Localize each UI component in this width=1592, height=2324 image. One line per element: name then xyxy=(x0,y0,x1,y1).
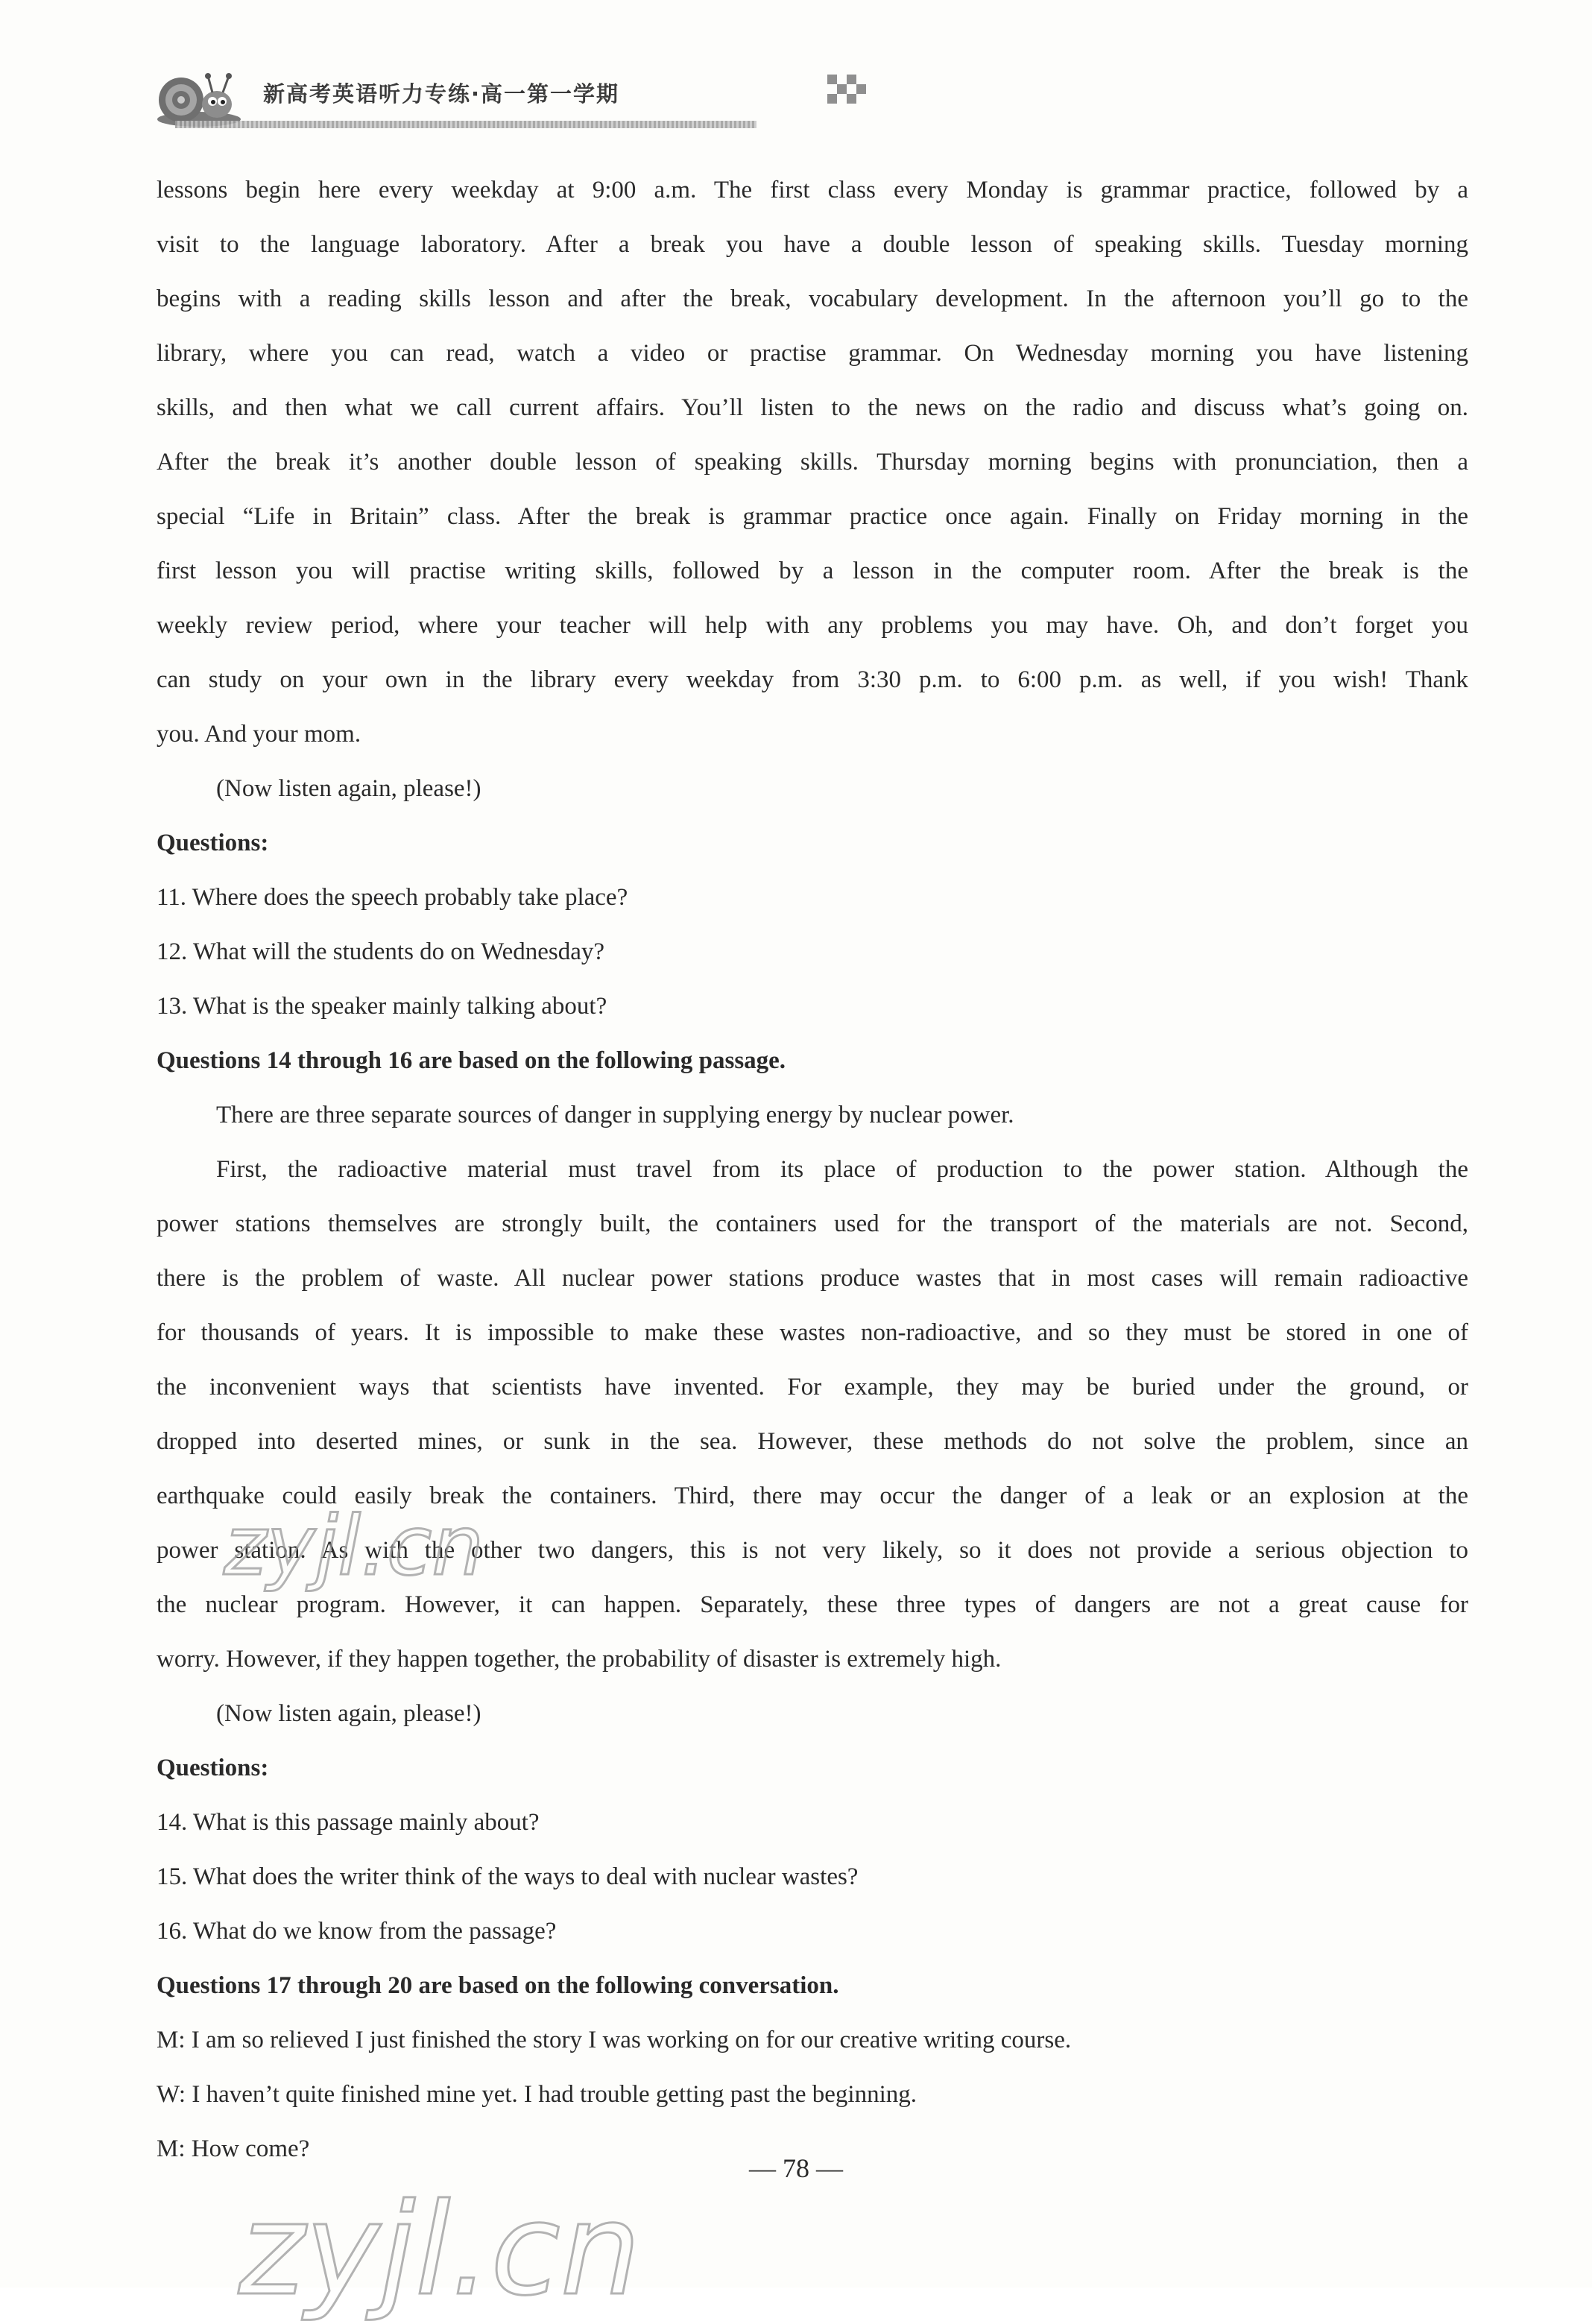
text-line: lessons begin here every weekday at 9:00 a.m. The first class every Monday is grammar practice, followed by a xyxy=(157,177,1468,203)
question-item: 15. What does the writer think of the ways to deal with nuclear wastes? xyxy=(157,1863,859,1890)
text-line: first lesson you will practise writing skills, followed by a lesson in the computer room. After the break is the xyxy=(157,558,1468,584)
dialogue-line: W: I haven’t quite finished mine yet. I had trouble getting past the beginning. xyxy=(157,2081,917,2108)
text-line: First, the radioactive material must travel from its place of production to the power station. Although the xyxy=(216,1156,1468,1183)
page-header xyxy=(153,66,764,133)
text-line: special “Life in Britain” class. After the break is grammar practice once again. Finally on Friday morning in the xyxy=(157,503,1468,530)
question-item: 14. What is this passage mainly about? xyxy=(157,1809,540,1836)
question-item: 16. What do we know from the passage? xyxy=(157,1918,557,1945)
text-line: power stations themselves are strongly built, the containers used for the transport of the materials are not. Second, xyxy=(157,1210,1468,1237)
text-line: dropped into deserted mines, or sunk in the sea. However, these methods do not solve the problem, since an xyxy=(157,1428,1468,1455)
questions-heading: Questions: xyxy=(157,1755,269,1781)
text-line: worry. However, if they happen together, the probability of disaster is extremely high. xyxy=(157,1646,1002,1673)
listen-again-note: (Now listen again, please!) xyxy=(216,1700,481,1727)
text-line: the inconvenient ways that scientists have invented. For example, they may be buried under the ground, or xyxy=(157,1374,1468,1401)
section-heading: Questions 14 through 16 are based on the following passage. xyxy=(157,1047,786,1074)
text-line: there is the problem of waste. All nuclear power stations produce wastes that in most cases will remain radioactive xyxy=(157,1265,1468,1292)
header-decoration xyxy=(827,75,872,110)
text-line: There are three separate sources of danger in supplying energy by nuclear power. xyxy=(216,1102,1014,1128)
text-line: the nuclear program. However, it can happen. Separately, these three types of dangers are not a great cause for xyxy=(157,1591,1468,1618)
text-line: weekly review period, where your teacher will help with any problems you may have. Oh, and don’t forget you xyxy=(157,612,1468,639)
text-line: earthquake could easily break the containers. Third, there may occur the danger of a leak or an explosion at the xyxy=(157,1483,1468,1509)
dialogue-line: M: I am so relieved I just finished the story I was working on for our creative writing course. xyxy=(157,2027,1072,2053)
text-line: visit to the language laboratory. After a break you have a double lesson of speaking skills. Tuesday morning xyxy=(157,231,1468,258)
dialogue-line: M: How come? xyxy=(157,2135,310,2162)
watermark-logo: zyjl.cn xyxy=(239,2176,641,2324)
listen-again-note: (Now listen again, please!) xyxy=(216,775,481,802)
section-heading: Questions 17 through 20 are based on the following conversation. xyxy=(157,1972,839,1999)
text-line: you. And your mom. xyxy=(157,721,361,748)
text-line: power station. As with the other two dangers, this is not very likely, so it does not provide a serious objection to xyxy=(157,1537,1468,1564)
header-title: 新高考英语听力专练·高一第一学期 xyxy=(263,81,620,107)
question-item: 13. What is the speaker mainly talking about? xyxy=(157,993,607,1020)
watermark-logo: zyjl.cn xyxy=(224,1498,484,1594)
page-number: — 78 — xyxy=(749,2153,843,2183)
text-line: can study on your own in the library every weekday from 3:30 p.m. to 6:00 p.m. as well, if you wish! Thank xyxy=(157,666,1468,693)
header-rule xyxy=(175,121,756,128)
text-line: library, where you can read, watch a video or practise grammar. On Wednesday morning you have listening xyxy=(157,340,1468,367)
text-line: After the break it’s another double lesson of speaking skills. Thursday morning begins with pronunciation, then a xyxy=(157,449,1468,476)
text-line: for thousands of years. It is impossible to make these wastes non-radioactive, and so they must be stored in one of xyxy=(157,1319,1468,1346)
text-line: skills, and then what we call current affairs. You’ll listen to the news on the radio and discuss what’s going on. xyxy=(157,394,1468,421)
questions-heading: Questions: xyxy=(157,830,269,856)
text-line: begins with a reading skills lesson and after the break, vocabulary development. In the afternoon you’ll go to the xyxy=(157,285,1468,312)
question-item: 12. What will the students do on Wednesday? xyxy=(157,938,605,965)
question-item: 11. Where does the speech probably take place? xyxy=(157,884,628,911)
